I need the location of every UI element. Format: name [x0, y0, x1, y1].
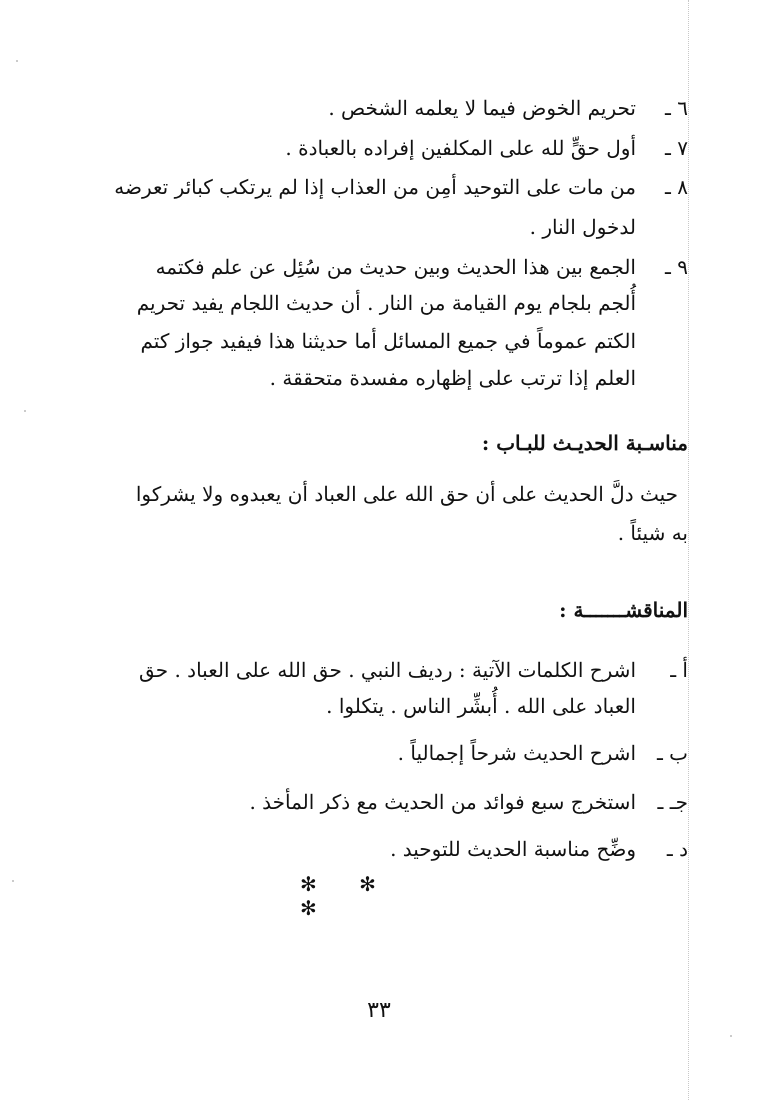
scan-fleck: [16, 60, 18, 62]
question-text: استخرج سبع فوائد من الحديث مع ذكر المأخذ .: [249, 790, 636, 814]
question-letter: جـ ـ: [657, 790, 688, 814]
item-number: ٦ ـ: [665, 96, 688, 120]
scan-fleck: [12, 880, 14, 882]
relevance-text: به شيئاً .: [617, 521, 688, 545]
question-letter: د ـ: [666, 837, 688, 861]
question-text: اشرح الحديث شرحاً إجمالياً .: [397, 741, 636, 765]
section-heading-relevance: مناسـبة الحديـث للبـاب :: [481, 431, 688, 455]
item-text: الجمع بين هذا الحديث وبين حديث من سُئِل عن علم فكتمه: [155, 255, 636, 279]
question-d: [108, 834, 688, 864]
list-item-9: [108, 252, 688, 282]
section-divider-stars: ✻ ✻ ✻: [300, 872, 394, 920]
question-letter: أ ـ: [670, 658, 688, 682]
item-number: ٩ ـ: [665, 255, 688, 279]
item-number: ٧ ـ: [665, 136, 688, 160]
list-item-9-continuation: الكتم عموماً في جميع المسائل أما حديثنا هذا فيفيد جواز كتم: [140, 329, 636, 353]
item-text: أول حقٍّ لله على المكلفين إفراده بالعبادة .: [285, 136, 636, 160]
page-edge-dots: [688, 0, 689, 1100]
question-b: [108, 738, 688, 768]
question-text: اشرح الكلمات الآتية : رديف النبي . حق الله على العباد . حق: [139, 658, 636, 682]
list-item-8: [108, 172, 688, 202]
list-item-6: [108, 93, 688, 123]
list-item-8-continuation: لدخول النار .: [529, 215, 636, 239]
item-text: من مات على التوحيد أمِن من العذاب إذا لم يرتكب كبائر تعرضه: [114, 175, 636, 199]
list-item-9-continuation: أُلجم بلجام يوم القيامة من النار . أن حديث اللجام يفيد تحريم: [136, 291, 636, 315]
question-text: وضِّح مناسبة الحديث للتوحيد .: [390, 837, 636, 861]
scan-fleck: [24, 410, 26, 412]
question-letter: ب ـ: [656, 741, 688, 765]
list-item-9-continuation: العلم إذا ترتب على إظهاره مفسدة متحققة .: [269, 366, 636, 390]
section-heading-discussion: المناقشـــــــة :: [559, 598, 688, 622]
list-item-7: [108, 133, 688, 163]
relevance-text: حيث دلَّ الحديث على أن حق الله على العباد أن يعبدوه ولا يشركوا: [135, 482, 678, 506]
item-number: ٨ ـ: [665, 175, 688, 199]
question-c: [108, 787, 688, 817]
page-number: ٣٣: [367, 998, 391, 1023]
item-text: تحريم الخوض فيما لا يعلمه الشخص .: [328, 96, 636, 120]
question-a-continuation: العباد على الله . أُبشِّر الناس . يتكلوا .: [326, 694, 636, 718]
scan-fleck: [730, 1035, 732, 1037]
question-a: [108, 655, 688, 685]
